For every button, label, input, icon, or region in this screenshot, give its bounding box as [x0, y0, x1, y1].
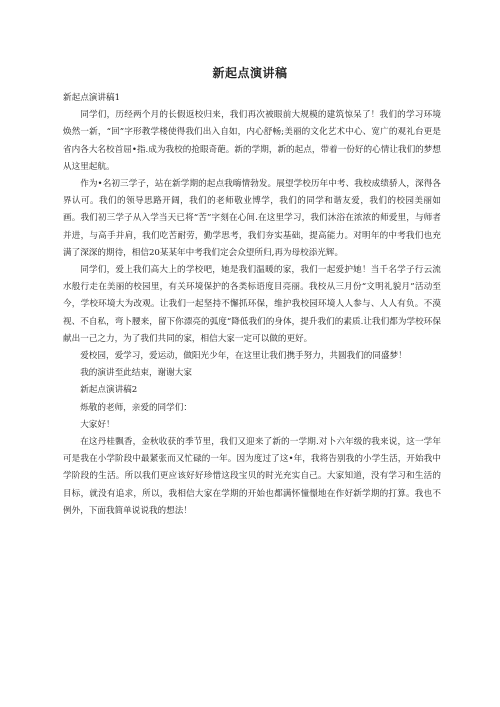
- document-body: [63, 90, 441, 520]
- body-paragraph: 爱校园，爱学习，爱运动，做阳光少年，在这里让我们携手努力，共圆我们的同盛梦！: [80, 351, 407, 362]
- body-paragraph: 同学们，爱上我们高大上的学校吧，她是我们温暖的家，我们一起爱护她！当千名学子行云流水般行走在美丽的校园里，有关环境保护的各类标语度目亮丽。我校从三月份“文明礼貌月”活动至今，学校环境大为改观。让我们一起坚持不懈抓环保，维护我校园环境人人参与、人人有负。不漠视、不自私，弯卜腰来，留下你漂亮的弧度“降低我们的身体，提升我们的素质.让我们都为学校环保献出一己之力，为了我们共同的家，相信大家一定可以做的更好。: [63, 265, 441, 344]
- greeting-line: 大家好！: [80, 419, 115, 430]
- salutation-line: 烁敬的老师，亲爱的同学们：: [80, 402, 192, 413]
- body-paragraph: 作为•名初三学子，站在新学期的起点我嗨情勃发。展望学校历年中考、我校成绩骄人，深得各界认可。我们的领导思路开阔，我们的老师敬业博学，我们的同学和谐友爱，我们的校园美丽如画。我们初三学子从入学当天已将“苦”字刻在心间.在这里学习，我们沐浴在浓浓的师爱里，与师者并进，与高手并肩，我们吃苦耐劳，勤学思考，我们夯实基础，提高能力。对明年的中考我们也充满了深深的期待，相信20某某年中考我们定会众望所归,再为母校添光辉。: [63, 179, 441, 258]
- section-heading: 新起点演讲稿2: [80, 385, 138, 396]
- body-paragraph: 在这丹桂飘香，金秋收获的季节里，我们又迎来了新的一学期.对卜六年级的我来说，这一学年可是我在小学阶段中最紧张而又忙碌的一年。因为度过了这•年，我将告别我的小学生活，开始我中学阶段的生活。所以我们更应该好好珍惜这段宝贝的时光充实自己。大家知道，没有学习和生活的目标，就没有追求，所以，我相信大家在学期的开始也都满怀憧憬地在作好新学期的打算。我也不例外，下面我简单说说我的想法！: [63, 437, 441, 516]
- body-paragraph: 同学们，历经两个月的长假返校归来，我们再次被眼前大规模的建筑惊呆了！我们的学习环境焕然一新，“回”字形教学楼使得我们出入自如，内心舒畅;美丽的文化艺术中心、宽广的观礼台更是省内各大名校首屈•指.成为我校的抢眼奇葩。新的学期，新的起点，带着一份好的心情让我们的梦想从这里起航。: [63, 110, 441, 172]
- document-title: 新起点演讲稿: [212, 66, 288, 80]
- section-heading: 新起点演讲稿1: [63, 93, 121, 103]
- closing-line: 我的演讲至此结束，谢谢大家: [80, 368, 192, 379]
